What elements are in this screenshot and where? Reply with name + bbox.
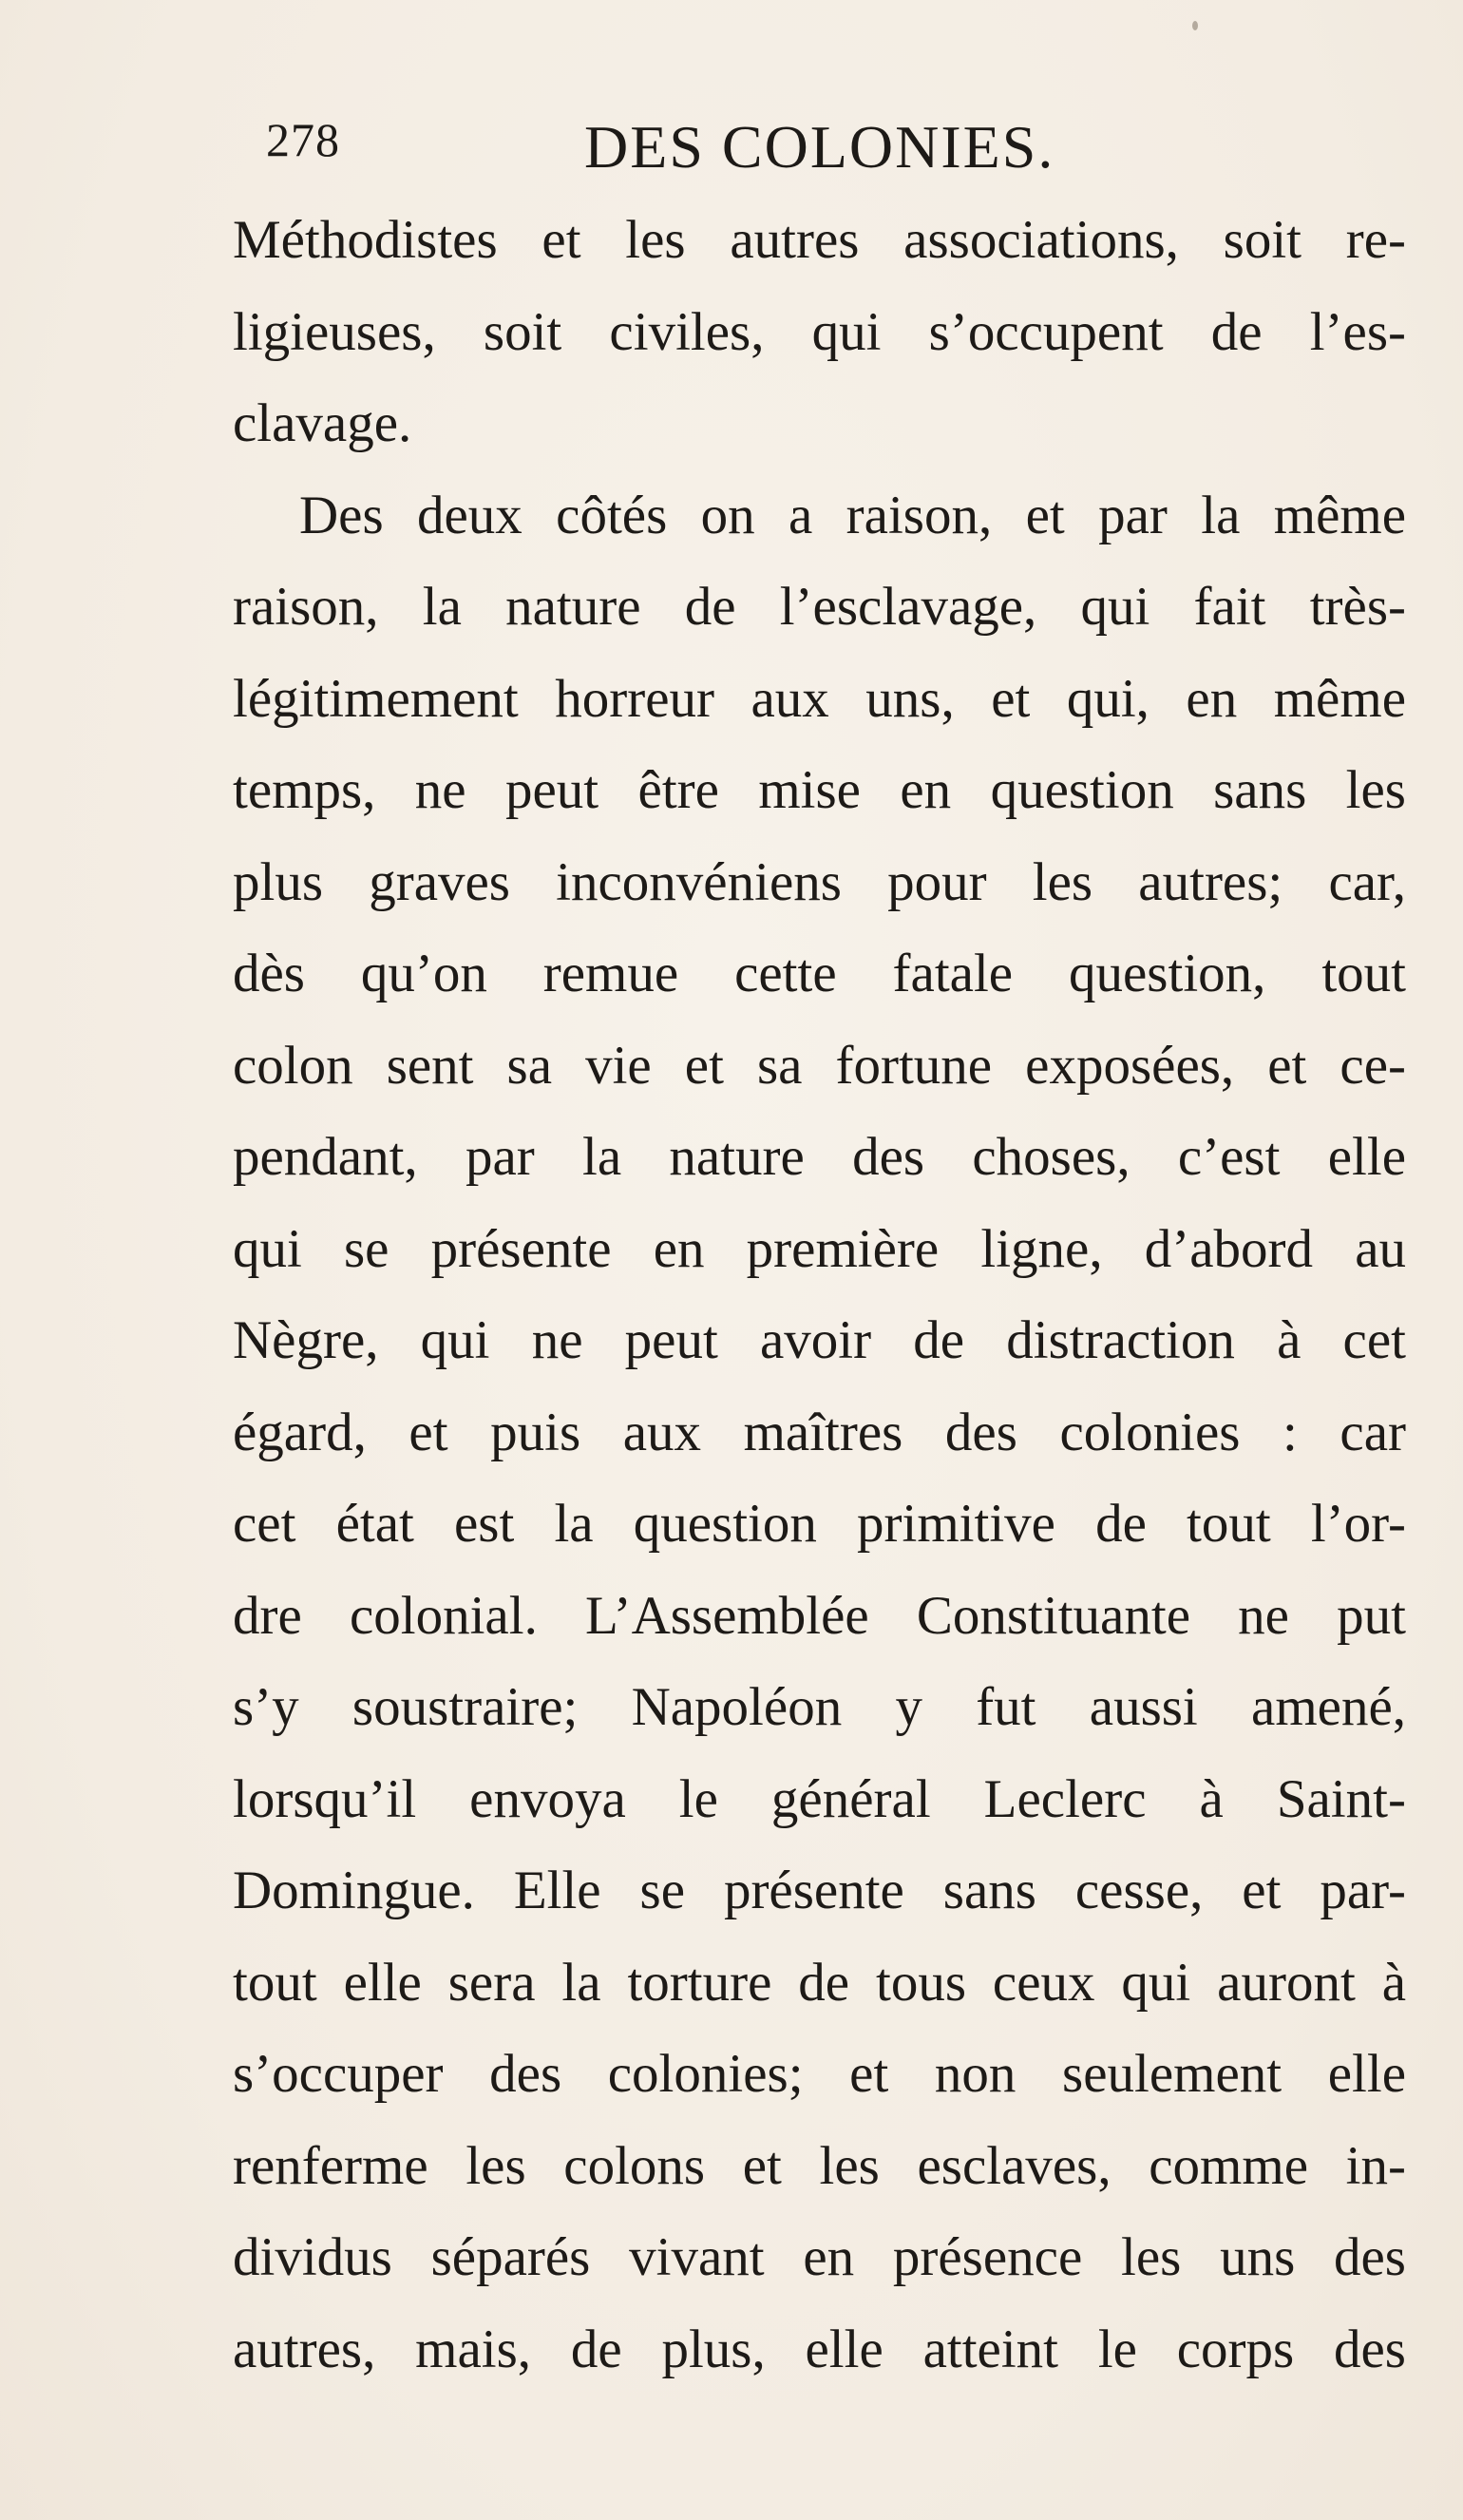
text-line: s’occuper des colonies; et non seulement elle <box>233 2044 1406 2104</box>
text-line: temps, ne peut être mise en question sans les <box>233 760 1406 820</box>
text-line: tout elle sera la torture de tous ceux qui auront à <box>233 1952 1406 2013</box>
text-line: dès qu’on remue cette fatale question, tout <box>233 944 1406 1003</box>
text-line: égard, et puis aux maîtres des colonies : car <box>233 1402 1406 1462</box>
text-line: Nègre, qui ne peut avoir de distraction à cet <box>233 1310 1406 1370</box>
page-number: 278 <box>266 113 340 166</box>
text-line: Méthodistes et les autres associations, soit re- <box>233 210 1406 270</box>
text-line: renferme les colons et les esclaves, comme in- <box>233 2135 1406 2196</box>
text-line: plus graves inconvéniens pour les autres; car, <box>233 851 1406 912</box>
text-line: Domingue. Elle se présente sans cesse, et par- <box>233 1861 1406 1920</box>
text-line: autres, mais, de plus, elle atteint le corps des <box>233 2319 1406 2379</box>
text-line: cet état est la question primitive de tout l’or- <box>233 1494 1406 1554</box>
text-line: colon sent sa vie et sa fortune exposées, et ce- <box>233 1035 1406 1096</box>
text-line: ligieuses, soit civiles, qui s’occupent de l’es- <box>233 301 1406 362</box>
running-title: DES COLONIES. <box>584 113 1055 181</box>
paper-speck <box>1192 21 1198 30</box>
body-text <box>233 195 1406 2396</box>
text-line: Des deux côtés on a raison, et par la même <box>299 485 1406 545</box>
text-line: raison, la nature de l’esclavage, qui fait très- <box>233 577 1406 637</box>
text-line: s’y soustraire; Napoléon y fut aussi amené, <box>233 1677 1406 1737</box>
text-line: pendant, par la nature des choses, c’est elle <box>233 1127 1406 1187</box>
text-line: lorsqu’il envoya le général Leclerc à Saint- <box>233 1768 1406 1829</box>
running-head <box>266 112 1216 188</box>
text-line: clavage. <box>233 393 412 453</box>
text-line: dividus séparés vivant en présence les uns des <box>233 2227 1406 2287</box>
text-line: qui se présente en première ligne, d’abord au <box>233 1218 1406 1279</box>
text-line: légitimement horreur aux uns, et qui, en même <box>233 668 1406 729</box>
text-line: dre colonial. L’Assemblée Constituante ne put <box>233 1585 1406 1646</box>
